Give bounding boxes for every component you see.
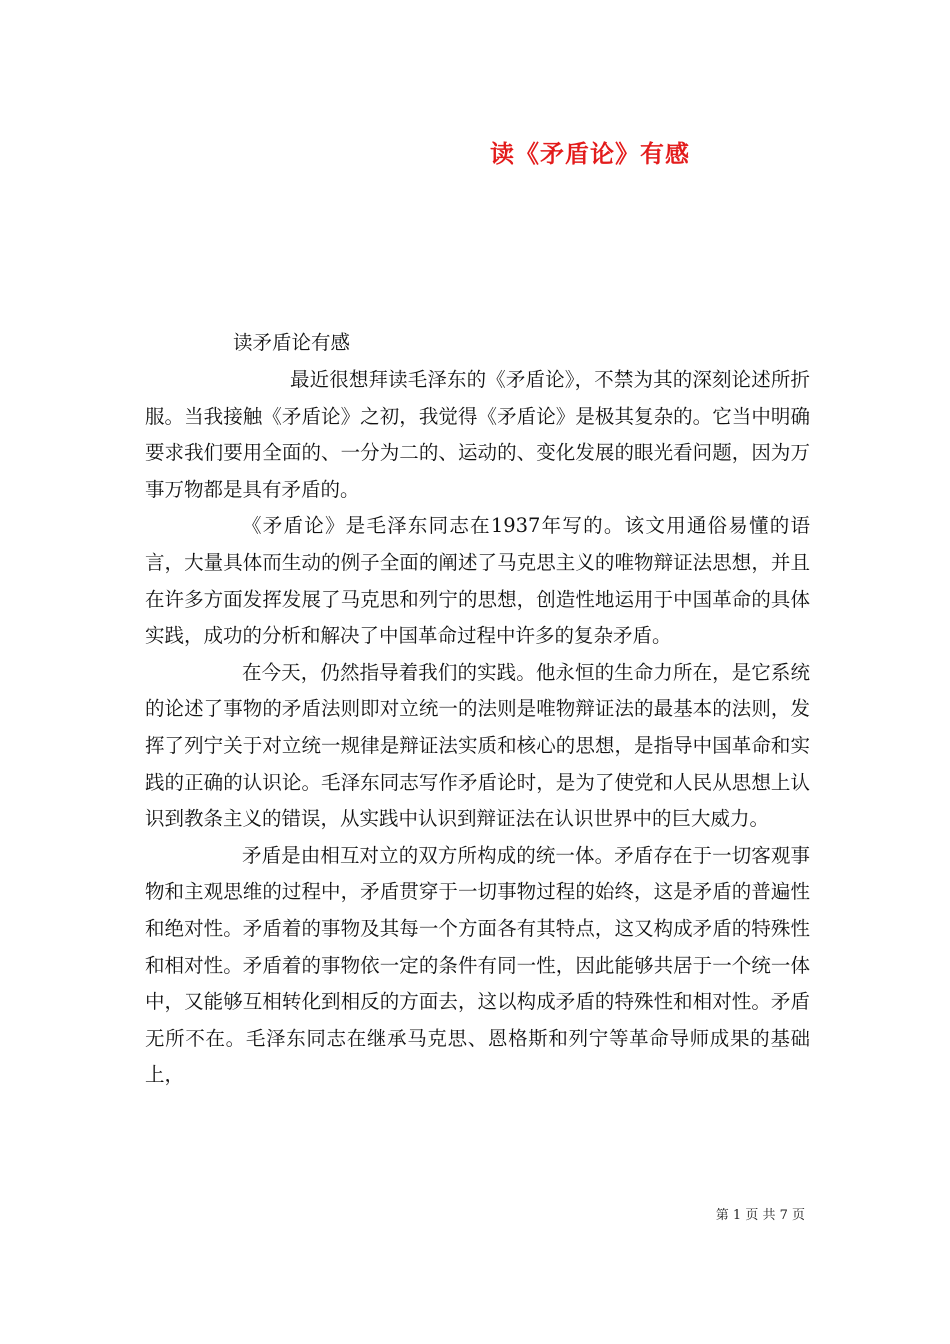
page-number-footer: 第 1 页 共 7 页 xyxy=(715,1208,805,1223)
paragraph: 《矛盾论》是毛泽东同志在1937年写的。该文用通俗易懂的语言，大量具体而生动的例子全面的阐述了马克思主义的唯物辩证法思想，并且在许多方面发挥发展了马克思和列宁的思想，创造性地运用于中国革命的具体实践，成功的分析和解决了中国革命过程中许多的复杂矛盾。 xyxy=(145,514,810,648)
paragraph: 矛盾是由相互对立的双方所构成的统一体。矛盾存在于一切客观事物和主观思维的过程中，矛盾贯穿于一切事物过程的始终，这是矛盾的普遍性和绝对性。矛盾着的事物及其每一个方面各有其特点，这又构成矛盾的特殊性和相对性。矛盾着的事物依一定的条件有同一性，因此能够共居于一个统一体中，又能够互相转化到相反的方面去，这以构成矛盾的特殊性和相对性。矛盾无所不在。毛泽东同志在继承马克思、恩格斯和列宁等革命导师成果的基础上， xyxy=(145,843,810,1087)
paragraph: 在今天，仍然指导着我们的实践。他永恒的生命力所在，是它系统的论述了事物的矛盾法则即对立统一的法则是唯物辩证法的最基本的法则，发挥了列宁关于对立统一规律是辩证法实质和核心的思想，是指导中国革命和实践的正确的认识论。毛泽东同志写作矛盾论时，是为了使党和人民从思想上认识到教条主义的错误，从实践中认识到辩证法在认识世界中的巨大威力。 xyxy=(145,660,810,831)
document-body xyxy=(145,362,810,1094)
document-subtitle: 读矛盾论有感 xyxy=(233,331,351,354)
document-title: 读《矛盾论》有感 xyxy=(490,139,690,168)
paragraph: 最近很想拜读毛泽东的《矛盾论》，不禁为其的深刻论述所折服。当我接触《矛盾论》之初，我觉得《矛盾论》是极其复杂的。它当中明确要求我们要用全面的、一分为二的、运动的、变化发展的眼光看问题，因为万事万物都是具有矛盾的。 xyxy=(145,368,810,501)
